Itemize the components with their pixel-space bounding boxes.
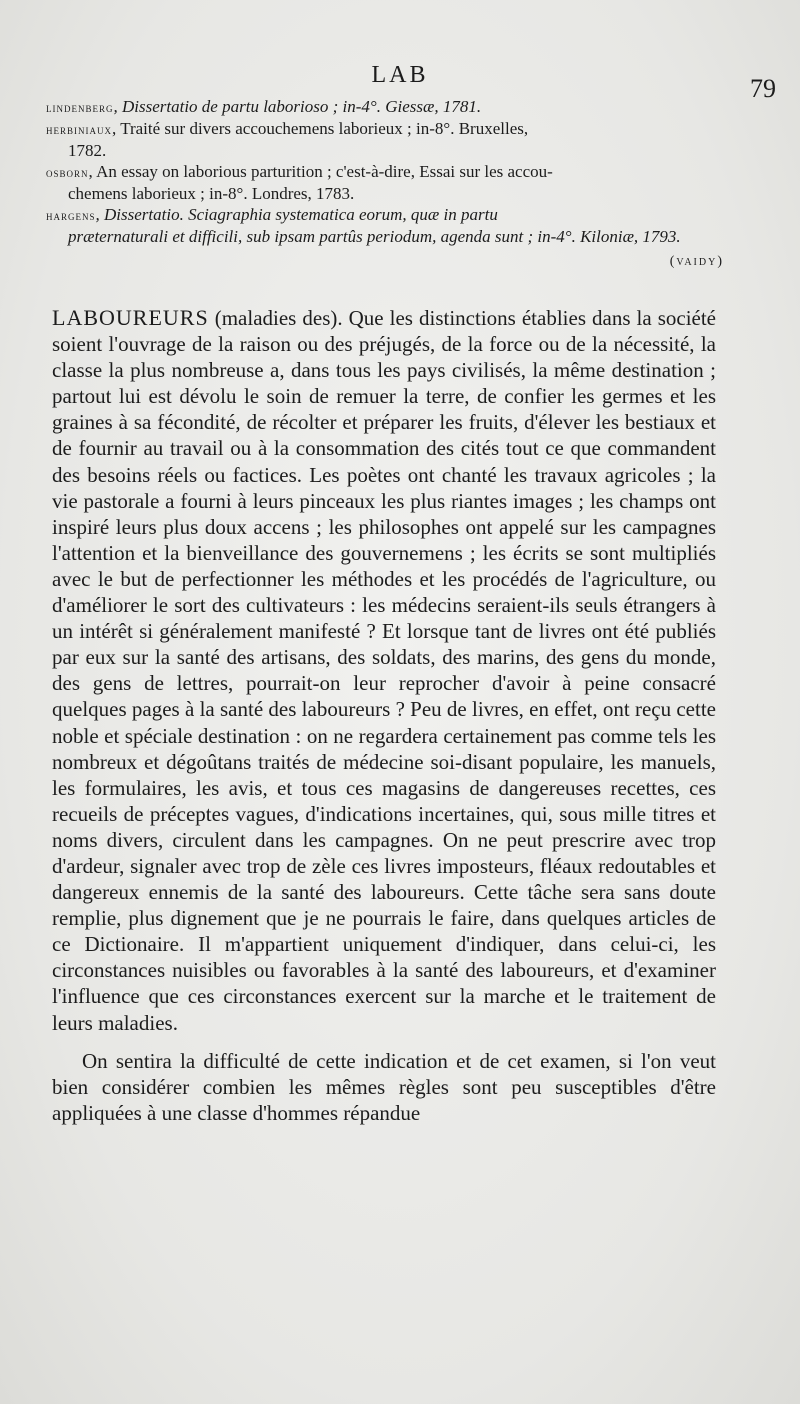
bibliography-entry [46, 161, 726, 204]
article-body [52, 305, 716, 1126]
running-head: LAB [371, 62, 429, 88]
bib-author: osborn [46, 165, 89, 180]
bib-text-continued: 1782. [68, 141, 107, 160]
bibliography-entry [46, 204, 726, 247]
paragraph-text: Que les distinctions établies dans la société soient l'ouvrage de la raison ou des préjugés, de la force ou de la nécessité, la classe la plus nombreuse a, dans tous les pays civilisés, la même destination ; partout lui est dévolu le soin de remuer la terre, de confier les germes et les graines à sa fécondité, de récolter et préparer les fruits, d'élever les bestiaux et de fournir au travail ou à la consommation des cités tout ce que commandent des besoins réels ou factices. Les poètes ont chanté les travaux agricoles ; la vie pastorale a fourni à leurs pinceaux les plus riantes images ; les champs ont inspiré leurs plus doux accens ; les philosophes ont appelé sur les campagnes l'attention et la bienveillance des gouvernemens ; les écrits se sont multipliés avec le but de perfectionner les méthodes et les procédés de l'agriculture, ou d'améliorer le sort des cultivateurs : les médecins seraient-ils seuls étrangers à un intérêt si généralement manifesté ? Et lorsque tant de livres ont été publiés par eux sur la santé des artisans, des soldats, des marins, des gens du monde, des gens de lettres, pourrait-on leur reprocher d'avoir à peine consacré quelques pages à la santé des laboureurs ? Peu de livres, en effet, ont reçu cette noble et spéciale destination : on ne regardera certainement pas comme tels les nombreux et dégoûtans traités de médecine soi-disant populaire, les manuels, les formulaires, les avis, et tous ces magasins de dangereuses recettes, ces recueils de préceptes vagues, d'indications incertaines, qui, sous mille titres et noms divers, circulent dans les campagnes. On ne peut prescrire avec trop d'ardeur, signaler avec trop de zèle ces livres imposteurs, fléaux redoutables et dangereux ennemis de la santé des laboureurs. Cette tâche sera sans doute remplie, plus dignement que je ne pourrais le faire, dans quelques articles de ce Dictionaire. Il m'appartient uniquement d'indiquer, dans celui-ci, les circonstances nuisibles ou favorables à la santé des laboureurs, et d'examiner l'influence que ces circonstances exercent sur la marche et le traitement de leurs maladies. [52, 306, 717, 1035]
bib-text-continued: chemens laborieux ; in-8°. Londres, 1783. [68, 184, 355, 203]
bib-text: , An essay on laborious parturition ; c'est-à-dire, Essai sur les accou- [88, 162, 553, 181]
bib-text: , Dissertatio de partu laborioso ; in-4°. Giessæ, 1781. [113, 97, 482, 116]
article-paragraph: On sentira la difficulté de cette indication et de cet examen, si l'on veut bien considérer combien les mêmes règles sont peu susceptibles d'être appliquées à une classe d'hommes répandue [52, 1048, 716, 1125]
entry-qualifier: (maladies des). [214, 306, 343, 330]
bib-author: lindenberg [46, 100, 114, 115]
bibliography-entry [46, 118, 726, 161]
author-signature: (vaidy) [669, 254, 724, 269]
bib-text-continued: præternaturali et difficili, sub ipsam partûs periodum, agenda sunt ; in-4°. Kiloniæ, 1793. [68, 227, 681, 246]
article-paragraph [52, 305, 716, 1036]
bib-author: hargens [46, 208, 96, 223]
page-number: 79 [750, 74, 776, 103]
bibliography-entry [46, 96, 726, 118]
bib-text: , Traité sur divers accouchemens laborieux ; in-8°. Bruxelles, [112, 119, 529, 138]
bib-text: , Dissertatio. Sciagraphia systematica eorum, quæ in partu [95, 205, 498, 224]
entry-headword: LABOUREURS [52, 305, 209, 330]
bibliography-list [46, 96, 726, 272]
bib-author: herbiniaux [46, 122, 112, 137]
